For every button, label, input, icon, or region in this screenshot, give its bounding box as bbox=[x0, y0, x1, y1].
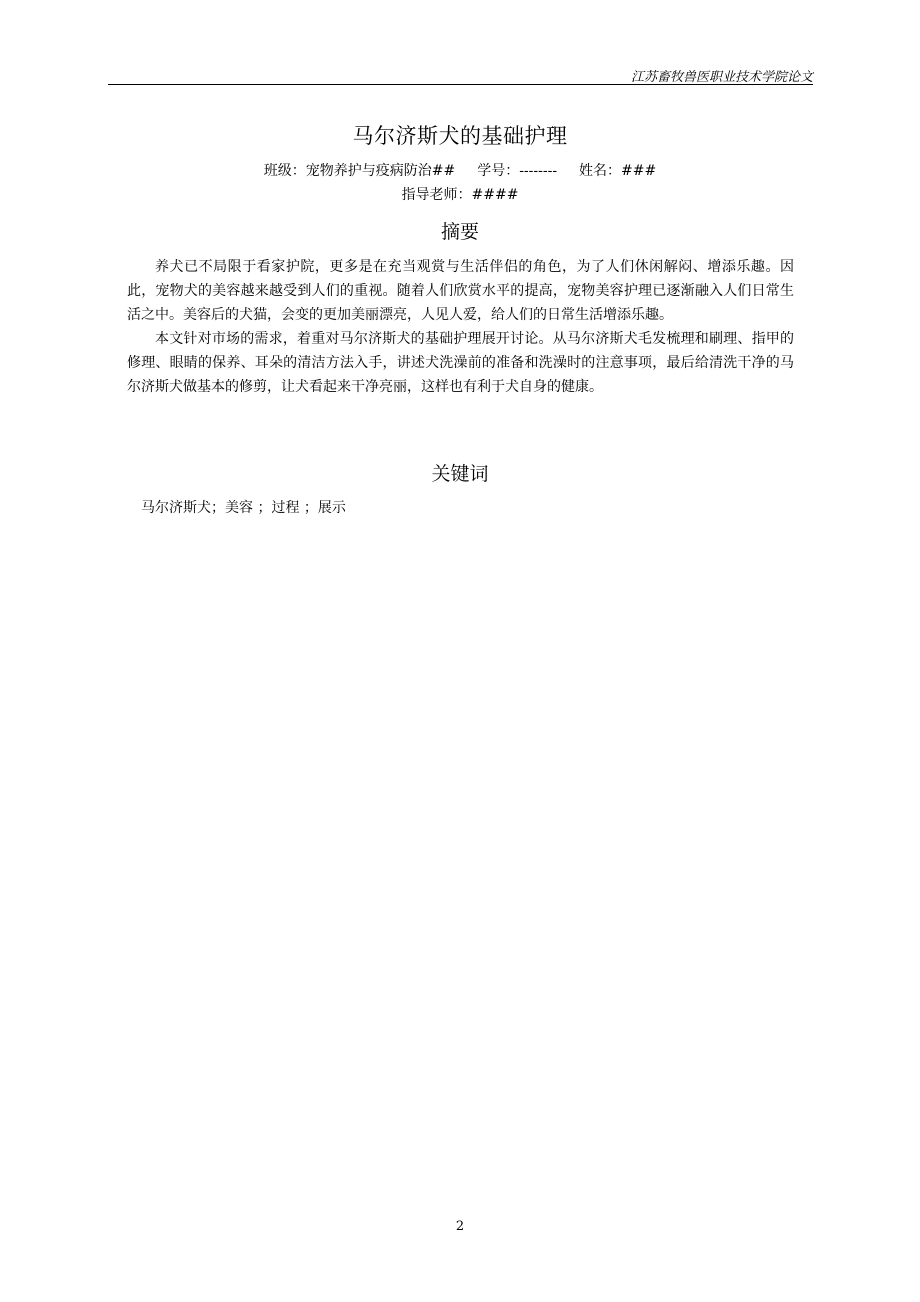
keywords-heading: 关键词 bbox=[431, 463, 489, 485]
author-info-line bbox=[0, 160, 920, 180]
abstract-body bbox=[127, 255, 794, 399]
name-label: 姓名：### bbox=[579, 163, 657, 179]
class-label: 班级：宠物养护与疫病防治## bbox=[263, 163, 456, 179]
advisor-line: 指导老师：#### bbox=[401, 187, 519, 203]
paper-title: 马尔济斯犬的基础护理 bbox=[352, 124, 568, 148]
abstract-paragraph: 本文针对市场的需求，着重对马尔济斯犬的基础护理展开讨论。从马尔济斯犬毛发梳理和刷理、指甲的修理、眼睛的保养、耳朵的清洁方法入手，讲述犬洗澡前的准备和洗澡时的注意事项，最后给清洗干净的马尔济斯犬做基本的修剪，让犬看起来干净亮丽，这样也有利于犬自身的健康。 bbox=[127, 331, 794, 395]
abstract-heading: 摘要 bbox=[440, 221, 479, 243]
page-header bbox=[108, 62, 813, 85]
student-id-label: 学号：-------- bbox=[477, 163, 558, 179]
keywords-text: 马尔济斯犬；美容 ；过程 ；展示 bbox=[141, 500, 346, 516]
header-institution: 江苏畜牧兽医职业技术学院论文 bbox=[630, 70, 813, 85]
page-number: 2 bbox=[455, 1219, 465, 1234]
abstract-paragraph: 养犬已不局限于看家护院，更多是在充当观赏与生活伴侣的角色，为了人们休闲解闷、增添乐趣。因此，宠物犬的美容越来越受到人们的重视。随着人们欣赏水平的提高，宠物美容护理已逐渐融入人们日常生活之中。美容后的犬猫，会变的更加美丽漂亮，人见人爱，给人们的日常生活增添乐趣。 bbox=[127, 259, 794, 323]
